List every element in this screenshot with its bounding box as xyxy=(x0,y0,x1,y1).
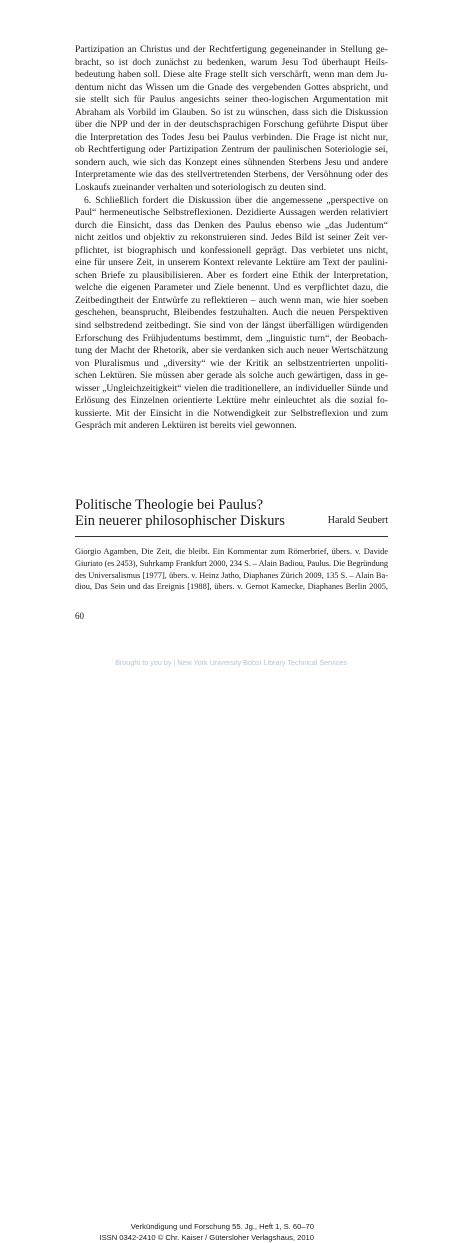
text-line: bracht, so ist doch zunächst zu bedenken, warum Jesu Tod überhaupt Heils- xyxy=(75,57,388,70)
text-line: wisser „Ungleichzeitigkeit“ vielen die traditionellere, an individueller Sünde und xyxy=(75,383,388,396)
text-line: welche die eigenen Parameter und Ziele benennt. Und es verpflichtet dazu, die xyxy=(75,282,388,295)
body-text xyxy=(75,44,388,433)
text-line: die Interpretation des Todes Jesu bei Paulus verbinden. Die Frage ist nicht nur, xyxy=(75,132,388,145)
watermark-text: Brought to you by | New York University Bobst Library Technical Services xyxy=(0,658,462,667)
text-line: Paul“ hermeneutische Selbstreflexionen. Dezidierte Aussagen werden relativiert xyxy=(75,207,388,220)
text-line: durch die Einsicht, dass das Denken des Paulus ebenso wie „das Judentum“ xyxy=(75,220,388,233)
text-line: dentum nicht das Wissen um die Gnade des vergebenden Gottes abspricht, und xyxy=(75,82,388,95)
text-line: pflichtet, ist biographisch und konfessionell geprägt. Das verbietet uns nicht, xyxy=(75,245,388,258)
reference-line: Giuriato (es 2453), Suhrkamp Frankfurt 2000, 234 S. – Alain Badiou, Paulus. Die Begründung xyxy=(75,558,388,570)
journal-citation: Verkündigung und Forschung 55. Jg., Heft 1, S. 60–70 xyxy=(99,1222,314,1233)
text-line: Abraham als Vorbild im Glauben. So ist zu wünschen, dass sich die Diskussion xyxy=(75,107,388,120)
text-line: Interpretamente wie das des stellvertretenden Sterbens, der Versöhnung oder des xyxy=(75,169,388,182)
text-line: 6. Schließlich fordert die Diskussion über die angemessene „perspective on xyxy=(75,195,388,208)
text-line: schen Lektüren. Sie müssen aber gerade als solche auch gewärtigen, dass in ge- xyxy=(75,370,388,383)
paragraph-6 xyxy=(75,195,388,433)
text-line: eine für unsere Zeit, in unserem Kontext relevante Lektüre am Text der paulini- xyxy=(75,257,388,270)
journal-issn: ISSN 0342-2410 © Chr. Kaiser / Gütersloher Verlagshaus, 2010 xyxy=(99,1233,314,1243)
text-line: über die NPP und der in der deutschsprachigen Forschung geführte Disput über xyxy=(75,119,388,132)
reference-line: Giorgio Agamben, Die Zeit, die bleibt. Ein Kommentar zum Römerbrief, übers. v. Davide xyxy=(75,546,388,558)
reference-list xyxy=(75,546,388,593)
text-line: von Pluralismus und „diversity“ wie der Kritik an selbstzentrierten unpoliti- xyxy=(75,358,388,371)
text-line: Partizipation an Christus und der Rechtfertigung gegeneinander in Stellung ge- xyxy=(75,44,388,57)
divider xyxy=(75,536,388,537)
text-line: kussierte. Mit der Einsicht in die Notwendigkeit zur Selbstreflexion und zum xyxy=(75,408,388,421)
text-line: bedeutung haben soll. Diese alte Frage stellt sich verschärft, wenn man dem Ju- xyxy=(75,69,388,82)
text-line: Gespräch mit anderen Lektüren ist bereits viel gewonnen. xyxy=(75,420,388,433)
reference-line: diou, Das Sein und das Ereignis [1988], übers. v. Gernot Kamecke, Diaphanes Berlin 2005, xyxy=(75,581,388,593)
journal-info xyxy=(99,1222,314,1243)
text-line: Zeitbedingtheit der Entwürfe zu reflektieren – auch wenn man, wie hier soeben xyxy=(75,295,388,308)
text-line: schen Briefe zu plausibilisieren. Aber es fordert eine Ethik der Interpretation, xyxy=(75,270,388,283)
section-author: Harald Seubert xyxy=(328,513,388,529)
text-line: sind selbstredend zeitbedingt. Sie sind von der längst überfälligen würdigenden xyxy=(75,320,388,333)
text-line: Loskaufs zueinander verhalten und soteriologisch zu deuten sind. xyxy=(75,182,388,195)
section-title-line-2: Ein neuerer philosophischer Diskurs xyxy=(75,513,388,529)
paragraph-5-continued xyxy=(75,44,388,195)
text-line: nicht zeitlos und objektiv zu rekonstruieren sind. Jedes Bild ist seiner Zeit ver- xyxy=(75,232,388,245)
text-line: geschehen, beansprucht, Bleibendes festzuhalten. Auch die neuen Perspektiven xyxy=(75,307,388,320)
text-line: ob Rechtfertigung oder Partizipation Zentrum der paulinischen Soteriologie sei, xyxy=(75,144,388,157)
section-title-line-1: Politische Theologie bei Paulus? xyxy=(75,497,388,513)
text-line: Erforschung des Frühjudentums bestimmt, dem „linguistic turn“, der Beobach- xyxy=(75,333,388,346)
text-line: Erlösung des Einzelnen orientierte Lektüre mehr einleuchtet als die sozial fo- xyxy=(75,395,388,408)
page-number: 60 xyxy=(75,611,84,621)
text-line: sondern auch, wie sich das Konzept eines sühnenden Sterbens Jesu und andere xyxy=(75,157,388,170)
text-line: sie stellt sich für Paulus angesichts seiner theo-logischen Argumentation mit xyxy=(75,94,388,107)
text-line: tung der Macht der Rhetorik, aber sie verdanken sich auch neuer Wertschätzung xyxy=(75,345,388,358)
reference-line: des Universalismus [1977], übers. v. Heinz Jatho, Diaphanes Zürich 2009, 135 S. – Alain Ba- xyxy=(75,570,388,582)
